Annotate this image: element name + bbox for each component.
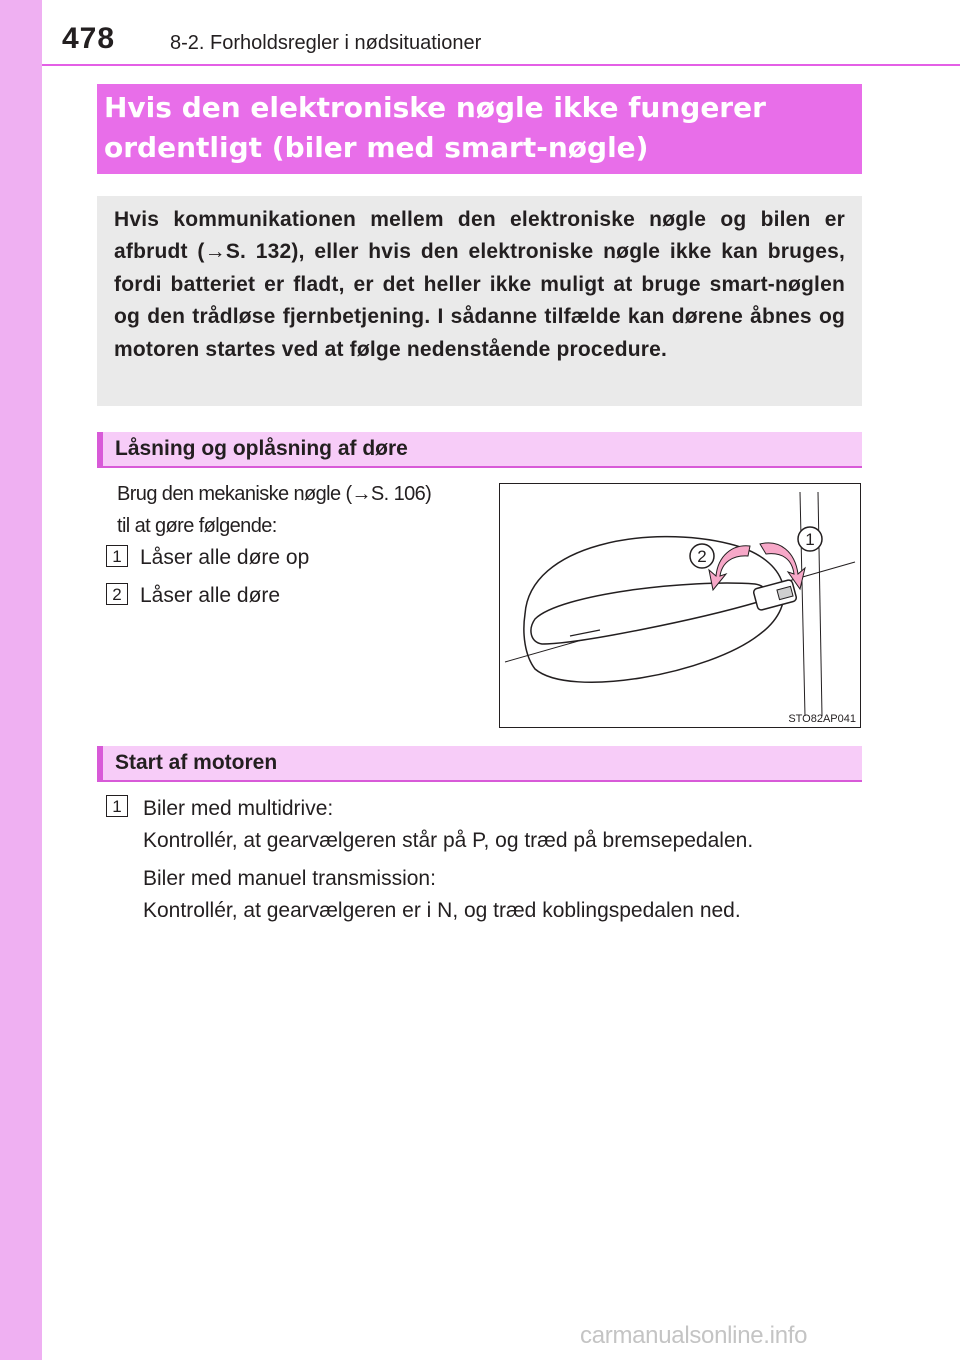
page-title [104, 88, 854, 168]
header-divider [42, 64, 960, 66]
engine-para-multidrive [143, 793, 866, 857]
intro-text: Hvis kommunikationen mellem den elektroniske nøgle og bilen er afbrudt (→S. 132), eller hvis den elektroniske nøgle ikke kan bruges, fordi batteriet er fladt, er det heller ikke muligt at bruge smart-nøglen og den trådløse fjernbetjening. I sådanne tilfælde kan dørene åbnes og motoren startes ved at følge nedenstående procedure. [114, 208, 845, 361]
watermark: carmanualsonline.info [580, 1322, 808, 1349]
locking-step-1-text: Låser alle døre op [140, 546, 310, 569]
locking-instruction [117, 478, 487, 542]
section-heading-locking [97, 432, 862, 468]
step-number-2: 2 [106, 583, 128, 605]
door-handle-illustration [499, 483, 861, 728]
engine-step-number: 1 [106, 795, 128, 817]
locking-instruction-line1: Brug den mekaniske nøgle (→S. 106) [117, 483, 432, 505]
locking-step-1 [106, 546, 309, 570]
page-title-line2: ordentligt (biler med smart-nøgle) [104, 131, 649, 164]
section-path: 8-2. Forholdsregler i nødsituationer [170, 32, 482, 54]
page-number: 478 [62, 22, 116, 55]
engine-para2-line1: Biler med manuel transmission: [143, 867, 436, 890]
locking-step-2 [106, 584, 280, 608]
engine-step-1 [106, 793, 866, 927]
page-title-line1: Hvis den elektroniske nøgle ikke fungerer [104, 91, 766, 124]
side-strip [0, 0, 42, 1360]
section-heading-locking-label: Låsning og oplåsning af døre [115, 437, 408, 460]
door-handle [531, 583, 766, 644]
illustration-code: STO82AP041 [788, 713, 856, 725]
locking-step-2-text: Låser alle døre [140, 584, 281, 607]
step-number-1: 1 [106, 545, 128, 567]
locking-instruction-line2: til at gøre følgende: [117, 515, 277, 537]
section-heading-engine [97, 746, 862, 782]
door-edge-line-2 [818, 492, 822, 716]
engine-para-manual [143, 863, 866, 927]
engine-para2-line2: Kontrollér, at gearvælgeren er i N, og træd koblingspedalen ned. [143, 899, 741, 922]
door-handle-drawing [500, 484, 860, 727]
section-heading-engine-label: Start af motoren [115, 751, 278, 774]
callout-label-1: 1 [805, 530, 815, 549]
engine-para1-line2: Kontrollér, at gearvælgeren står på P, og træd på bremsepedalen. [143, 829, 754, 852]
door-edge-line [800, 492, 805, 716]
callout-label-2: 2 [697, 547, 707, 566]
engine-para1-line1: Biler med multidrive: [143, 797, 334, 820]
